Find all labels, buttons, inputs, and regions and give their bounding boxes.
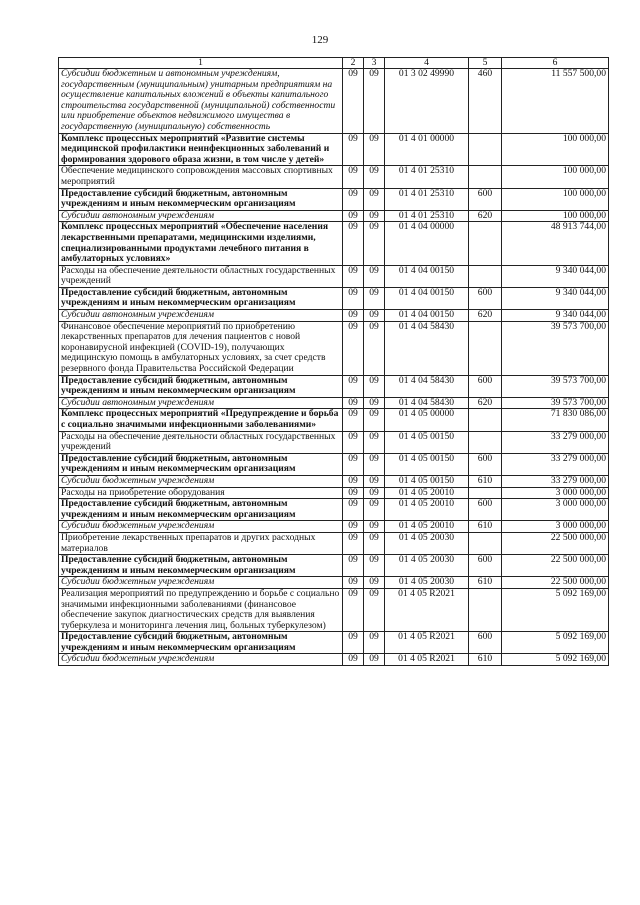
- row-code: 01 4 04 00000: [385, 222, 469, 265]
- row-expense-type: [469, 409, 502, 431]
- row-amount: 5 092 169,00: [502, 588, 609, 631]
- row-amount: 39 573 700,00: [502, 397, 609, 409]
- table-row: [59, 188, 609, 210]
- row-code: 01 4 05 00150: [385, 431, 469, 453]
- table-row: [59, 577, 609, 589]
- row-amount: 48 913 744,00: [502, 222, 609, 265]
- table-row: [59, 487, 609, 499]
- row-expense-type: [469, 265, 502, 287]
- table-row: [59, 499, 609, 521]
- row-name: Субсидии бюджетным учреждениям: [59, 521, 343, 533]
- row-name: Предоставление субсидий бюджетным, автономным учреждениям и иным некоммерческим организациям: [59, 287, 343, 309]
- row-code: 01 4 05 20010: [385, 499, 469, 521]
- row-subsection: 09: [364, 69, 385, 134]
- row-subsection: 09: [364, 210, 385, 222]
- table-row: [59, 475, 609, 487]
- row-code: 01 4 05 20030: [385, 532, 469, 554]
- row-expense-type: 600: [469, 453, 502, 475]
- header-cell-5: 5: [469, 58, 502, 69]
- row-name: Приобретение лекарственных препаратов и других расходных материалов: [59, 532, 343, 554]
- row-section: 09: [343, 431, 364, 453]
- row-amount: 33 279 000,00: [502, 475, 609, 487]
- row-code: 01 4 04 00150: [385, 287, 469, 309]
- row-subsection: 09: [364, 453, 385, 475]
- row-name: Комплекс процессных мероприятий «Предупреждение и борьба с социально значимыми инфекционными заболеваниями»: [59, 409, 343, 431]
- row-code: 01 4 01 25310: [385, 166, 469, 188]
- row-subsection: 09: [364, 166, 385, 188]
- row-name: Финансовое обеспечение мероприятий по приобретению лекарственных препаратов для лечения пациентов с новой коронавирусной инфекцией (COVID-19), получающих медицинскую помощь в амбулаторных условиях, за счет средств резервного фонда Правительства Российской Федерации: [59, 321, 343, 375]
- row-name: Предоставление субсидий бюджетным, автономным учреждениям и иным некоммерческим организациям: [59, 632, 343, 654]
- table-row: [59, 397, 609, 409]
- row-code: 01 4 05 00000: [385, 409, 469, 431]
- row-subsection: 09: [364, 521, 385, 533]
- row-code: 01 4 05 20010: [385, 487, 469, 499]
- row-section: 09: [343, 632, 364, 654]
- header-cell-1: 1: [59, 58, 343, 69]
- row-amount: 33 279 000,00: [502, 431, 609, 453]
- row-section: 09: [343, 577, 364, 589]
- row-expense-type: 620: [469, 397, 502, 409]
- row-section: 09: [343, 654, 364, 666]
- row-section: 09: [343, 375, 364, 397]
- row-expense-type: 460: [469, 69, 502, 134]
- row-subsection: 09: [364, 499, 385, 521]
- table-row: [59, 532, 609, 554]
- row-code: 01 4 05 R2021: [385, 588, 469, 631]
- row-code: 01 4 04 58430: [385, 321, 469, 375]
- row-name: Субсидии автономным учреждениям: [59, 210, 343, 222]
- row-expense-type: [469, 532, 502, 554]
- row-expense-type: 620: [469, 210, 502, 222]
- row-subsection: 09: [364, 188, 385, 210]
- row-section: 09: [343, 555, 364, 577]
- row-amount: 22 500 000,00: [502, 532, 609, 554]
- header-row: [59, 58, 609, 69]
- row-code: 01 4 04 00150: [385, 265, 469, 287]
- row-amount: 5 092 169,00: [502, 654, 609, 666]
- row-code: 01 4 05 20010: [385, 521, 469, 533]
- row-name: Обеспечение медицинского сопровождения массовых спортивных мероприятий: [59, 166, 343, 188]
- table-row: [59, 310, 609, 322]
- row-subsection: 09: [364, 577, 385, 589]
- row-expense-type: 600: [469, 287, 502, 309]
- row-name: Субсидии бюджетным учреждениям: [59, 654, 343, 666]
- row-subsection: 09: [364, 287, 385, 309]
- row-amount: 39 573 700,00: [502, 321, 609, 375]
- table-row: [59, 222, 609, 265]
- row-subsection: 09: [364, 222, 385, 265]
- row-code: 01 4 05 00150: [385, 453, 469, 475]
- row-section: 09: [343, 188, 364, 210]
- row-code: 01 4 05 20030: [385, 555, 469, 577]
- row-expense-type: 610: [469, 577, 502, 589]
- header-cell-3: 3: [364, 58, 385, 69]
- row-name: Расходы на обеспечение деятельности областных государственных учреждений: [59, 431, 343, 453]
- table-row: [59, 375, 609, 397]
- row-name: Субсидии автономным учреждениям: [59, 397, 343, 409]
- row-name: Комплекс процессных мероприятий «Обеспечение населения лекарственными препаратами, медицинскими изделиями, специализированными продуктами лечебного питания в амбулаторных условиях»: [59, 222, 343, 265]
- row-name: Субсидии автономным учреждениям: [59, 310, 343, 322]
- row-amount: 3 000 000,00: [502, 521, 609, 533]
- row-expense-type: 600: [469, 632, 502, 654]
- row-name: Предоставление субсидий бюджетным, автономным учреждениям и иным некоммерческим организациям: [59, 375, 343, 397]
- header-cell-4: 4: [385, 58, 469, 69]
- row-expense-type: 600: [469, 375, 502, 397]
- row-amount: 100 000,00: [502, 188, 609, 210]
- row-amount: 71 830 086,00: [502, 409, 609, 431]
- table-row: [59, 555, 609, 577]
- row-code: 01 4 05 R2021: [385, 632, 469, 654]
- row-expense-type: [469, 222, 502, 265]
- row-section: 09: [343, 166, 364, 188]
- header-cell-2: 2: [343, 58, 364, 69]
- row-code: 01 4 05 R2021: [385, 654, 469, 666]
- row-section: 09: [343, 287, 364, 309]
- row-code: 01 4 05 20030: [385, 577, 469, 589]
- row-expense-type: 620: [469, 310, 502, 322]
- row-expense-type: [469, 166, 502, 188]
- row-subsection: 09: [364, 532, 385, 554]
- row-subsection: 09: [364, 310, 385, 322]
- row-amount: 3 000 000,00: [502, 487, 609, 499]
- row-amount: 100 000,00: [502, 133, 609, 166]
- table-row: [59, 321, 609, 375]
- row-expense-type: 600: [469, 188, 502, 210]
- row-subsection: 09: [364, 588, 385, 631]
- row-subsection: 09: [364, 475, 385, 487]
- page-number: 129: [311, 34, 329, 46]
- table-row: [59, 588, 609, 631]
- row-amount: 39 573 700,00: [502, 375, 609, 397]
- row-expense-type: [469, 321, 502, 375]
- row-section: 09: [343, 475, 364, 487]
- row-section: 09: [343, 521, 364, 533]
- row-name: Субсидии бюджетным и автономным учреждениям, государственным (муниципальным) унитарным предприятиям на осуществление капитальных вложений в объекты капитального строительства государственной (муниципальной) собственности или приобретение объектов недвижимого имущества в государственную (муниципальную) собственность: [59, 69, 343, 134]
- table-row: [59, 409, 609, 431]
- table-row: [59, 69, 609, 134]
- row-name: Субсидии бюджетным учреждениям: [59, 475, 343, 487]
- row-section: 09: [343, 265, 364, 287]
- budget-table: [58, 57, 609, 666]
- row-subsection: 09: [364, 133, 385, 166]
- row-section: 09: [343, 499, 364, 521]
- row-section: 09: [343, 397, 364, 409]
- row-name: Субсидии бюджетным учреждениям: [59, 577, 343, 589]
- row-section: 09: [343, 532, 364, 554]
- row-subsection: 09: [364, 321, 385, 375]
- row-expense-type: 600: [469, 499, 502, 521]
- header-cell-6: 6: [502, 58, 609, 69]
- row-section: 09: [343, 321, 364, 375]
- row-section: 09: [343, 588, 364, 631]
- row-subsection: 09: [364, 375, 385, 397]
- table-row: [59, 453, 609, 475]
- row-amount: 3 000 000,00: [502, 499, 609, 521]
- row-code: 01 4 04 58430: [385, 397, 469, 409]
- table-row: [59, 632, 609, 654]
- row-expense-type: 610: [469, 475, 502, 487]
- row-name: Реализация мероприятий по предупреждению и борьбе с социально значимыми инфекционными заболеваниями (финансовое обеспечение закупок диагностических средств для выявления туберкулеза и мониторинга лечения лиц, больных туберкулезом): [59, 588, 343, 631]
- table-row: [59, 521, 609, 533]
- row-section: 09: [343, 310, 364, 322]
- row-subsection: 09: [364, 265, 385, 287]
- row-name: Расходы на обеспечение деятельности областных государственных учреждений: [59, 265, 343, 287]
- table-body: [59, 69, 609, 666]
- row-section: 09: [343, 222, 364, 265]
- row-amount: 9 340 044,00: [502, 265, 609, 287]
- row-expense-type: [469, 588, 502, 631]
- row-name: Предоставление субсидий бюджетным, автономным учреждениям и иным некоммерческим организациям: [59, 499, 343, 521]
- row-subsection: 09: [364, 431, 385, 453]
- table-row: [59, 133, 609, 166]
- row-section: 09: [343, 487, 364, 499]
- row-name: Расходы на приобретение оборудования: [59, 487, 343, 499]
- table-row: [59, 431, 609, 453]
- row-expense-type: [469, 133, 502, 166]
- row-expense-type: 610: [469, 654, 502, 666]
- row-amount: 100 000,00: [502, 166, 609, 188]
- row-subsection: 09: [364, 654, 385, 666]
- row-expense-type: [469, 431, 502, 453]
- row-amount: 9 340 044,00: [502, 310, 609, 322]
- row-section: 09: [343, 409, 364, 431]
- table-row: [59, 166, 609, 188]
- row-amount: 22 500 000,00: [502, 577, 609, 589]
- row-section: 09: [343, 453, 364, 475]
- row-name: Предоставление субсидий бюджетным, автономным учреждениям и иным некоммерческим организациям: [59, 453, 343, 475]
- row-section: 09: [343, 210, 364, 222]
- row-section: 09: [343, 133, 364, 166]
- row-amount: 5 092 169,00: [502, 632, 609, 654]
- row-subsection: 09: [364, 397, 385, 409]
- row-subsection: 09: [364, 409, 385, 431]
- row-expense-type: [469, 487, 502, 499]
- row-amount: 22 500 000,00: [502, 555, 609, 577]
- row-expense-type: 600: [469, 555, 502, 577]
- row-name: Предоставление субсидий бюджетным, автономным учреждениям и иным некоммерческим организациям: [59, 555, 343, 577]
- row-code: 01 4 01 00000: [385, 133, 469, 166]
- row-amount: 11 557 500,00: [502, 69, 609, 134]
- row-subsection: 09: [364, 487, 385, 499]
- table-row: [59, 210, 609, 222]
- row-code: 01 3 02 49990: [385, 69, 469, 134]
- row-code: 01 4 01 25310: [385, 188, 469, 210]
- table-row: [59, 265, 609, 287]
- row-code: 01 4 05 00150: [385, 475, 469, 487]
- row-amount: 100 000,00: [502, 210, 609, 222]
- row-subsection: 09: [364, 555, 385, 577]
- row-code: 01 4 01 25310: [385, 210, 469, 222]
- row-code: 01 4 04 58430: [385, 375, 469, 397]
- row-code: 01 4 04 00150: [385, 310, 469, 322]
- table-row: [59, 654, 609, 666]
- row-expense-type: 610: [469, 521, 502, 533]
- row-subsection: 09: [364, 632, 385, 654]
- table-row: [59, 287, 609, 309]
- row-name: Комплекс процессных мероприятий «Развитие системы медицинской профилактики неинфекционных заболеваний и формирования здорового образа жизни, в том числе у детей»: [59, 133, 343, 166]
- row-name: Предоставление субсидий бюджетным, автономным учреждениям и иным некоммерческим организациям: [59, 188, 343, 210]
- row-section: 09: [343, 69, 364, 134]
- row-amount: 9 340 044,00: [502, 287, 609, 309]
- row-amount: 33 279 000,00: [502, 453, 609, 475]
